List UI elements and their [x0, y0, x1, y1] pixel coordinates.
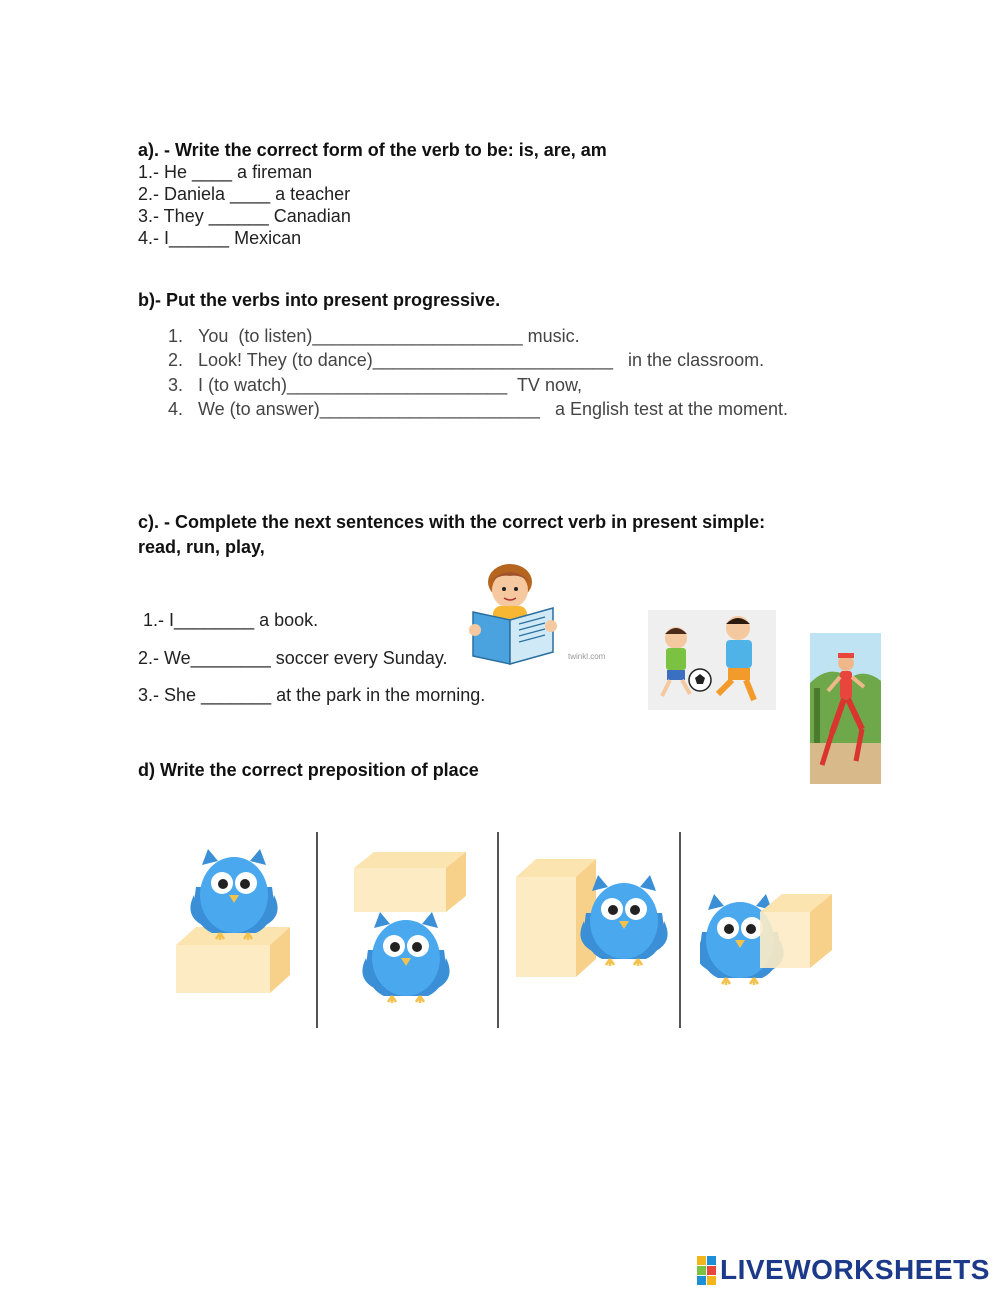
- logo-mark-icon: [697, 1256, 716, 1285]
- item-number: 1.: [168, 326, 184, 346]
- item-number: 3.: [168, 375, 184, 395]
- liveworksheets-logo: [697, 1254, 990, 1286]
- owl-under-box-image: [350, 850, 480, 1005]
- section-a-item-3: 3.- They ______ Canadian: [138, 206, 351, 226]
- item-number: 4.: [168, 399, 184, 419]
- section-a-heading: a). - Write the correct form of the verb to be: is, are, am: [138, 140, 607, 160]
- section-a-item-2: 2.- Daniela ____ a teacher: [138, 184, 351, 204]
- item-number: 2.: [168, 350, 184, 370]
- section-b-item-2: [168, 350, 764, 371]
- section-c-item-3: 3.- She _______ at the park in the morning.: [138, 685, 486, 705]
- logo-text: LIVEWORKSHEETS: [720, 1254, 990, 1285]
- item-text: I (to watch)______________________ TV now,: [198, 375, 582, 395]
- item-text: You (to listen)_____________________ music.: [198, 326, 580, 346]
- panel-divider: [679, 832, 681, 1028]
- kids-playing-soccer-image: [648, 610, 776, 710]
- panel-divider: [497, 832, 499, 1028]
- section-c-item-2: 2.- We________ soccer every Sunday.: [138, 648, 448, 668]
- item-text: We (to answer)______________________ a English test at the moment.: [198, 399, 789, 419]
- section-b-item-1: [168, 326, 580, 347]
- woman-running-image: [810, 633, 881, 784]
- owl-on-box-image: [170, 845, 300, 995]
- section-b-item-3: [168, 375, 582, 396]
- boy-reading-image: [465, 560, 560, 670]
- owl-in-front-of-box-image: [512, 855, 672, 980]
- panel-divider: [316, 832, 318, 1028]
- section-a-item-1: 1.- He ____ a fireman: [138, 162, 313, 182]
- section-c-heading-line2: read, run, play,: [138, 537, 265, 557]
- section-c-heading-line1: c). - Complete the next sentences with the correct verb in present simple:: [138, 512, 766, 532]
- section-b-item-4: [168, 399, 788, 420]
- section-d-heading: d) Write the correct preposition of place: [138, 760, 479, 780]
- section-c-item-1: 1.- I________ a book.: [138, 610, 319, 630]
- item-text: Look! They (to dance)________________________ in the classroom.: [198, 350, 765, 370]
- image-credit: twinkl.com: [568, 652, 606, 661]
- section-a-item-4: 4.- I______ Mexican: [138, 228, 302, 248]
- section-b-heading: b)- Put the verbs into present progressive.: [138, 290, 501, 310]
- owl-behind-box-image: [700, 880, 840, 995]
